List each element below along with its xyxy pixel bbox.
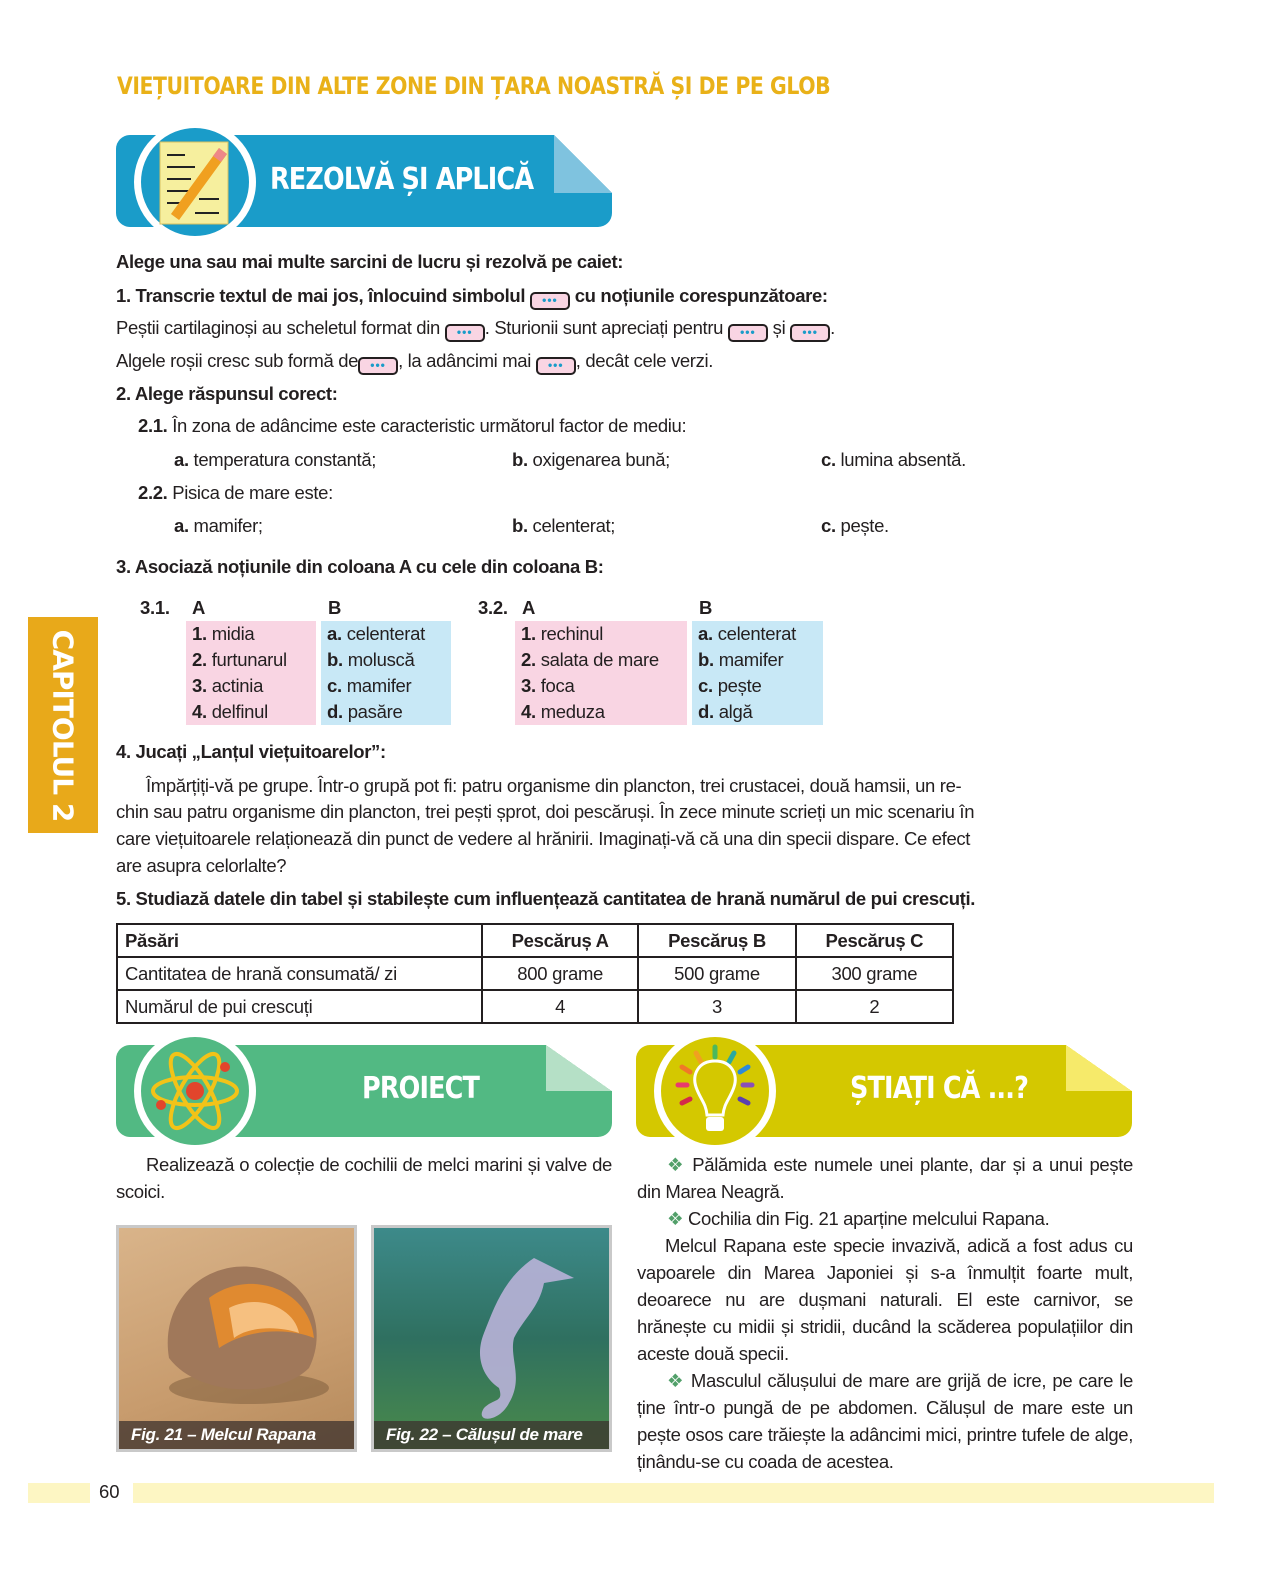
table-header-row [117, 924, 953, 957]
stiati-heading: ȘTIAȚI CĂ ...? [850, 1071, 1029, 1106]
option-letter: b. [512, 449, 528, 470]
item-num: 1. [192, 623, 207, 644]
blank-symbol-icon: ••• [728, 324, 768, 342]
option-text: celenterat; [532, 515, 616, 536]
fact-text: Melcul Rapana este specie invazivă, adică a fost adus cu vapoarele din Marea Japoniei și s-a înmulțit foarte mult, deoarece nu are dușmani naturali. El este carnivor, se hrănește cu midii și stridii, ducând la scăderea populațiilor din aceste două specii. [637, 1235, 1133, 1364]
q1-title-a: 1. Transcrie textul de mai jos, înlocuind simbolul [116, 285, 526, 306]
chapter-label: CAPITOLUL 2 [46, 629, 80, 821]
q2-title-text: 2. Alege răspunsul corect: [116, 383, 338, 404]
item-letter: a. [698, 623, 713, 644]
q22-option-a [174, 514, 263, 538]
item-letter: d. [327, 701, 343, 722]
q4-title [116, 740, 386, 764]
item-text: pește [717, 675, 762, 696]
q4-text-line: care viețuitoarele relaționează din punct de vedere al hrănirii. Imaginați-vă că una din specii dispare. Ce efect [116, 828, 971, 849]
snail-shell-image [139, 1238, 339, 1418]
table-header: Pescăruș C [796, 924, 953, 957]
fact-text: Cochilia din Fig. 21 aparține melcului Rapana. [688, 1208, 1050, 1229]
q1-title-b: cu noțiunile corespunzătoare: [574, 285, 828, 306]
item-num: 2. [192, 649, 207, 670]
column-a-header: A [522, 597, 536, 618]
q1-text: și [772, 317, 786, 338]
seahorse-image [414, 1238, 584, 1438]
item-letter: b. [698, 649, 714, 670]
fact-text: Masculul călușului de mare are grijă de icre, pe care le ține într-o pungă de pe abdomen. Călușul de mare este un pește osos care trăiește la adâncimi mici, printre tufele de alge, ținându-se cu coada de acestea. [637, 1370, 1133, 1472]
item-text: mamifer [346, 675, 412, 696]
chapter-tab [28, 617, 98, 833]
q1-title [116, 284, 828, 310]
item-num: 4. [192, 701, 207, 722]
item-text: mamifer [718, 649, 784, 670]
instructions [116, 250, 623, 274]
column-b-header: B [328, 597, 342, 618]
item-text: delfinul [211, 701, 268, 722]
option-text: pește. [840, 515, 889, 536]
item-text: celenterat [717, 623, 796, 644]
proiect-text: Realizează o colecție de cochilii de melci marini și valve de scoici. [116, 1154, 612, 1202]
q22-option-c [821, 514, 889, 538]
q21-num: 2.1. [138, 415, 168, 436]
q31-column-b [321, 621, 451, 725]
item-num: 2. [521, 649, 536, 670]
fact-text: Pălămida este numele unei plante, dar și a unui pește din Marea Neagră. [637, 1154, 1133, 1202]
diamond-bullet-icon: ❖ [667, 1370, 685, 1391]
blank-symbol-icon: ••• [358, 357, 398, 375]
item-num: 3. [192, 675, 207, 696]
table-cell: 4 [482, 990, 638, 1023]
q22 [138, 481, 333, 505]
item-text: midia [211, 623, 255, 644]
q31-num: 3.1. [140, 597, 170, 618]
footer-bar-left [28, 1483, 90, 1503]
proiect-heading: PROIECT [362, 1071, 480, 1106]
table-cell: 800 grame [482, 957, 638, 990]
instructions-text: Alege una sau mai multe sarcini de lucru și rezolvă pe caiet: [116, 251, 624, 272]
table-header: Pescăruș B [638, 924, 795, 957]
q32-num: 3.2. [478, 597, 508, 618]
notepad-pencil-icon [134, 121, 256, 243]
atom-icon [134, 1030, 256, 1152]
option-text: mamifer; [193, 515, 263, 536]
blank-symbol-icon: ••• [445, 324, 485, 342]
table-header: Păsări [117, 924, 482, 957]
option-text: temperatura constantă; [193, 449, 377, 470]
q21-option-a [174, 448, 376, 472]
column-a-header: A [192, 597, 206, 618]
item-letter: c. [698, 675, 713, 696]
q5-title [116, 887, 975, 911]
page-fold-icon [546, 1045, 612, 1091]
blank-symbol-icon: ••• [790, 324, 830, 342]
item-text: algă [718, 701, 753, 722]
item-letter: b. [327, 649, 343, 670]
stiati-content [637, 1151, 1133, 1475]
option-letter: c. [821, 449, 836, 470]
q1-text: Algele roșii cresc sub formă de [116, 350, 359, 371]
item-text: meduza [540, 701, 605, 722]
q21 [138, 414, 686, 438]
option-letter: a. [174, 515, 189, 536]
q32-column-b [692, 621, 823, 725]
figure-caption: Fig. 21 – Melcul Rapana [119, 1421, 354, 1449]
q4-text-line: chin sau patru organisme din plancton, trei pești șprot, doi pescăruși. În zece minute scrieți un mic scenariu în [116, 801, 975, 822]
figure-rapana-snail [116, 1225, 357, 1452]
item-text: pasăre [347, 701, 403, 722]
q4-text-line: are asupra celorlalte? [116, 855, 287, 876]
q2-title [116, 382, 338, 406]
q22-option-b [512, 514, 615, 538]
fact-3 [637, 1367, 1133, 1475]
rezolva-heading: REZOLVĂ ȘI APLICĂ [270, 162, 534, 197]
footer-bar-right [133, 1483, 1214, 1503]
q22-num: 2.2. [138, 482, 168, 503]
q1-text: . Sturionii sunt apreciați pentru [484, 317, 724, 338]
item-num: 4. [521, 701, 536, 722]
page-section-title: VIEȚUITOARE DIN ALTE ZONE DIN ȚARA NOASTRĂ ȘI DE PE GLOB [117, 72, 831, 100]
figure-caption: Fig. 22 – Călușul de mare [374, 1421, 609, 1449]
table-cell: 3 [638, 990, 795, 1023]
fact-1 [637, 1151, 1133, 1205]
item-letter: d. [698, 701, 714, 722]
item-text: salata de mare [540, 649, 659, 670]
q4-title-text: 4. Jucați „Lanțul viețuitoarelor”: [116, 741, 386, 762]
option-letter: a. [174, 449, 189, 470]
q1-text: , la adâncimi mai [398, 350, 531, 371]
q22-text: Pisica de mare este: [172, 482, 333, 503]
table-row [117, 957, 953, 990]
q31-column-a [186, 621, 316, 725]
column-b-header: B [699, 597, 713, 618]
page-fold-icon [1066, 1045, 1132, 1091]
item-text: rechinul [540, 623, 604, 644]
option-text: oxigenarea bună; [532, 449, 670, 470]
table-cell: 2 [796, 990, 953, 1023]
table-cell: Numărul de pui crescuți [117, 990, 482, 1023]
page-number: 60 [99, 1481, 120, 1502]
item-letter: a. [327, 623, 342, 644]
item-num: 3. [521, 675, 536, 696]
item-text: celenterat [346, 623, 425, 644]
table-row [117, 990, 953, 1023]
fact-2 [637, 1205, 1133, 1232]
q4-text-line: Împărțiți-vă pe grupe. Într-o grupă pot fi: patru organisme din plancton, trei crustacei, două hamsii, un re- [146, 775, 962, 796]
item-text: furtunarul [211, 649, 287, 670]
figure-seahorse [371, 1225, 612, 1452]
diamond-bullet-icon: ❖ [667, 1154, 686, 1175]
option-text: lumina absentă. [840, 449, 966, 470]
q21-text: În zona de adâncime este caracteristic următorul factor de mediu: [172, 415, 687, 436]
item-text: moluscă [347, 649, 415, 670]
option-letter: c. [821, 515, 836, 536]
table-cell: 500 grame [638, 957, 795, 990]
q21-option-c [821, 448, 966, 472]
lightbulb-icon [654, 1030, 776, 1152]
q1-line2 [116, 349, 713, 375]
item-text: foca [540, 675, 575, 696]
q1-text: , decât cele verzi. [575, 350, 714, 371]
q1-line1: Peștii cartilaginoși au scheletul format din ••• . Sturionii sunt apreciați pentru ••• și ••• . [116, 316, 835, 342]
table-cell: Cantitatea de hrană consumată/ zi [117, 957, 482, 990]
item-num: 1. [521, 623, 536, 644]
blank-symbol-icon: ••• [536, 357, 576, 375]
q32-column-a [515, 621, 687, 725]
item-letter: c. [327, 675, 342, 696]
q21-option-b [512, 448, 670, 472]
diamond-bullet-icon: ❖ [667, 1208, 684, 1229]
table-header: Pescăruș A [482, 924, 638, 957]
q3-title [116, 555, 604, 579]
q3-title-text: 3. Asociază noțiunile din coloana A cu cele din coloana B: [116, 556, 604, 577]
data-table [116, 923, 954, 1024]
item-text: actinia [211, 675, 264, 696]
option-letter: b. [512, 515, 528, 536]
q1-text: Peștii cartilaginoși au scheletul format din [116, 317, 440, 338]
q5-title-text: 5. Studiază datele din tabel și stabilește cum influențează cantitatea de hrană numărul de pui crescuți. [116, 888, 976, 909]
table-cell: 300 grame [796, 957, 953, 990]
blank-symbol-icon: ••• [530, 292, 570, 310]
page-fold-icon [554, 135, 612, 193]
